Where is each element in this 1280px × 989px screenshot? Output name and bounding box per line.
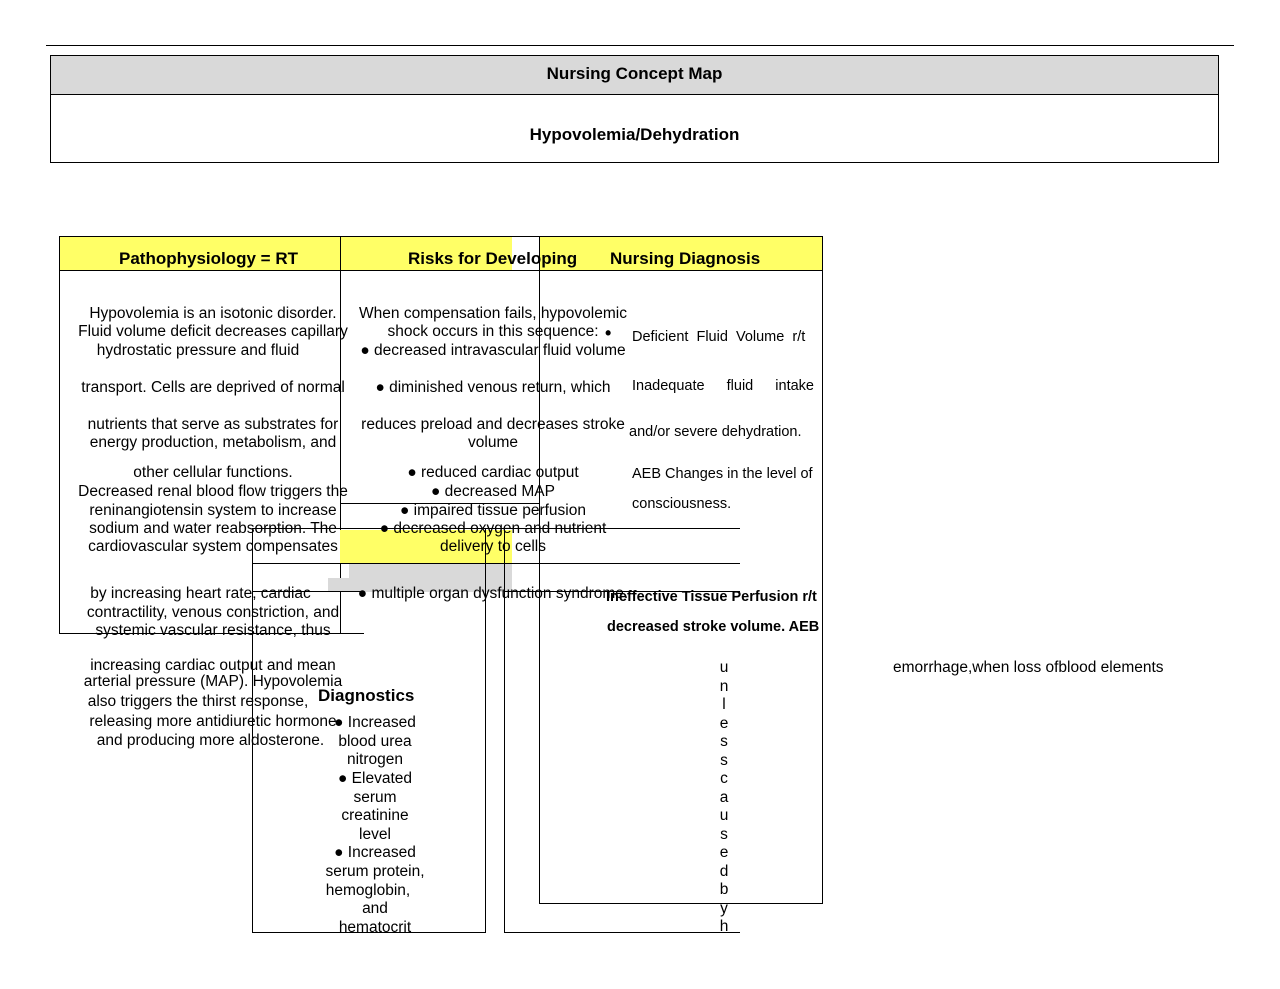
rule-f	[540, 932, 740, 933]
risks-line: shock occurs in this sequence:	[387, 323, 599, 340]
diag-bullet: •	[605, 323, 612, 343]
risks-line: reduces preload and decreases stroke	[361, 416, 625, 433]
vertical-letter: y	[720, 899, 728, 917]
vertical-letter: s	[720, 825, 728, 843]
patho-line: transport. Cells are deprived of normal	[81, 379, 345, 396]
diagnostics-title: Diagnostics	[318, 686, 415, 705]
risks-line: volume	[468, 434, 518, 451]
page-subtitle: Hypovolemia/Dehydration	[529, 125, 740, 144]
diag-line: AEB Changes in the level of	[632, 466, 813, 482]
vertical-text	[716, 659, 732, 937]
risks-line: ● reduced cardiac output	[407, 464, 579, 481]
patho-line: releasing more antidiuretic hormone	[89, 713, 337, 730]
vertical-letter: c	[720, 770, 728, 787]
patho-line: systemic vascular resistance, thus	[95, 622, 331, 639]
risks-line: ● diminished venous return, which	[375, 379, 611, 396]
diagnostics-line: level	[359, 826, 391, 843]
risks-line: ● decreased MAP	[431, 483, 555, 500]
patho-line: sodium and water reabsorption. The	[89, 520, 337, 537]
diagnostics-line: blood urea	[338, 733, 412, 750]
header-divider	[59, 270, 823, 271]
vertical-letter: s	[720, 733, 728, 750]
risks-line: ● decreased oxygen and nutrient	[379, 520, 607, 537]
diag-line: Deficient Fluid Volume r/t	[632, 329, 806, 345]
vertical-letter: h	[719, 918, 729, 935]
page-title: Nursing Concept Map	[546, 64, 723, 83]
side-note: emorrhage,when loss ofblood elements	[893, 659, 1164, 676]
diagnostics-line: serum	[353, 789, 397, 806]
diag-title: Nursing Diagnosis	[610, 249, 761, 268]
diag-line: and/or severe dehydration.	[629, 424, 802, 440]
patho-line: by increasing heart rate, cardiac	[90, 585, 311, 602]
risks-line: When compensation fails, hypovolemic	[359, 305, 627, 322]
diagnostics-line: ● Increased	[334, 844, 416, 861]
vertical-letter: d	[719, 862, 729, 880]
diagnostics-line: and	[362, 900, 388, 917]
diagnostics-line: serum protein,	[325, 863, 425, 880]
vertical-letter: a	[719, 788, 729, 806]
risks-line: ● impaired tissue perfusion	[400, 502, 586, 519]
diag-word: intake	[775, 378, 814, 394]
diag-word: Inadequate	[632, 378, 705, 394]
vertical-letter: l	[722, 696, 726, 713]
patho-line: Decreased renal blood flow triggers the	[78, 483, 348, 500]
diag-line	[632, 378, 814, 394]
vertical-letter: u	[719, 659, 729, 676]
vertical-letter: n	[719, 677, 729, 695]
rule-b	[252, 563, 740, 564]
risks-line: ● multiple organ dysfunction syndrome.	[357, 585, 629, 602]
risks-line: ● decreased intravascular fluid volume	[360, 342, 626, 359]
vertical-letter: b	[719, 881, 729, 898]
diag-line: Ineffective Tissue Perfusion r/t	[606, 589, 817, 605]
diagnostics-line: ● Elevated	[338, 770, 412, 787]
patho-line: increasing cardiac output and mean	[90, 657, 336, 674]
diagnostics-line: hematocrit	[338, 919, 412, 936]
patho-line: cardiovascular system compensates	[88, 538, 338, 555]
patho-title: Pathophysiology = RT	[119, 249, 298, 268]
patho-line: arterial pressure (MAP). Hypovolemia	[83, 673, 343, 690]
vertical-letter: u	[719, 807, 729, 824]
patho-line: also triggers the thirst response,	[87, 693, 309, 710]
diag-line: consciousness.	[632, 496, 732, 512]
diagnostics-line: nitrogen	[346, 751, 403, 768]
patho-line: other cellular functions.	[133, 464, 293, 481]
patho-line: Fluid volume deficit decreases capillary	[78, 323, 348, 340]
top-rule	[46, 45, 1234, 46]
patho-line: reninangiotensin system to increase	[89, 502, 337, 519]
patho-line: and producing more aldosterone.	[96, 732, 325, 749]
vertical-letter: s	[720, 751, 728, 769]
vertical-letter: e	[719, 714, 729, 732]
risks-title: Risks for Developing	[408, 249, 578, 268]
diagnostics-line: creatinine	[341, 807, 409, 824]
patho-line: Hypovolemia is an isotonic disorder.	[89, 305, 337, 322]
patho-line: nutrients that serve as substrates for	[87, 416, 339, 433]
diagnostics-line: hemoglobin,	[325, 882, 411, 899]
vertical-letter: e	[719, 844, 729, 861]
patho-line: contractility, venous constriction, and	[86, 604, 340, 621]
patho-line: hydrostatic pressure and fluid	[96, 342, 300, 359]
diag-line: decreased stroke volume. AEB	[607, 619, 820, 635]
risks-line: delivery to cells	[440, 538, 546, 555]
diagnostics-line: ● Increased	[334, 714, 416, 731]
diag-word: fluid	[726, 378, 754, 394]
patho-line: energy production, metabolism, and	[89, 434, 337, 451]
